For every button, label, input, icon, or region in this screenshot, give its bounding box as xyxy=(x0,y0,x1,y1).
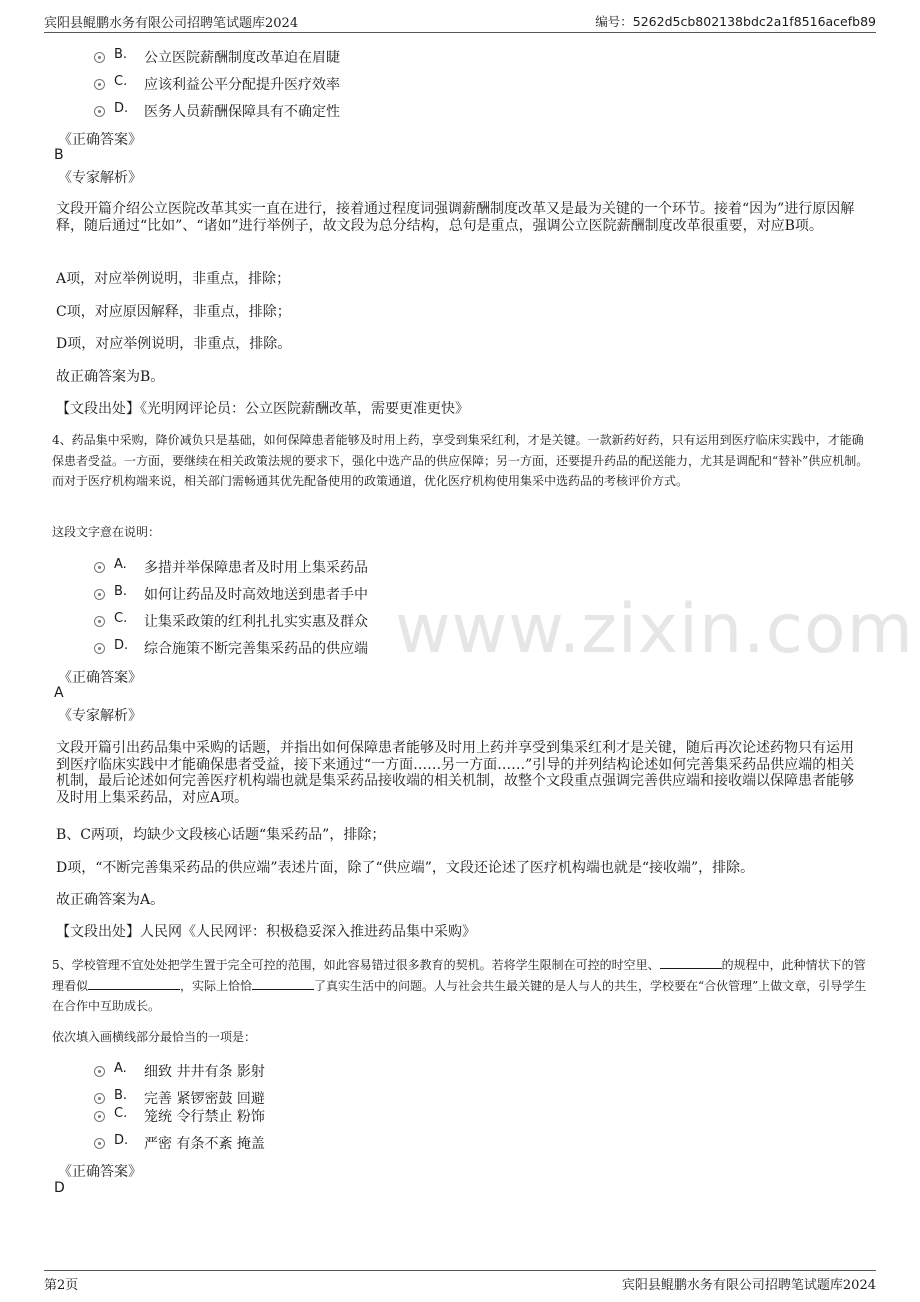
analysis-note: D项，对应举例说明，非重点，排除。 xyxy=(56,336,292,352)
analysis-note: C项，对应原因解释，非重点，排除； xyxy=(56,304,291,320)
conclusion: 故正确答案为A。 xyxy=(56,892,165,908)
radio-icon[interactable] xyxy=(94,643,105,654)
option-letter: A. xyxy=(114,557,127,572)
answer-value: D xyxy=(54,1180,65,1196)
stem-text: ，实际上恰恰 xyxy=(180,978,253,993)
radio-icon[interactable] xyxy=(94,1138,105,1149)
fill-blank-1[interactable] xyxy=(660,956,722,969)
option-letter: C. xyxy=(114,74,128,89)
answer-label: 《正确答案》 xyxy=(58,670,142,686)
answer-value: A xyxy=(54,685,64,701)
option-text: 让集采政策的红利扎扎实实惠及群众 xyxy=(144,614,368,630)
source-note: 【文段出处】《光明网评论员：公立医院薪酬改革，需要更准更快》 xyxy=(56,401,469,417)
document-id: 编号：5262d5cb802138bdc2a1f8516acefb89 xyxy=(595,14,876,29)
analysis-label: 《专家解析》 xyxy=(58,170,142,186)
analysis-note: D项，“不断完善集采药品的供应端”表述片面，除了“供应端”，文段还论述了医疗机构端也就是“接收端”，排除。 xyxy=(56,860,755,876)
answer-label: 《正确答案》 xyxy=(58,132,142,148)
option-letter: A. xyxy=(114,1061,127,1076)
radio-icon[interactable] xyxy=(94,1066,105,1077)
option-letter: C. xyxy=(114,611,128,626)
option-letter: B. xyxy=(114,1088,128,1103)
question-prompt: 这段文字意在说明： xyxy=(52,525,161,539)
option-text: 细致 井井有条 影射 xyxy=(144,1064,265,1080)
question-4-stem: 4、药品集中采购，降价减负只是基础，如何保障患者能够及时用上药，享受到集采红利，才是关键。一款新药好药，只有运用到医疗临床实践中，才能确保患者受益。一方面，要继续在相关政策法规的要求下，强化中选产品的供应保障；另一方面，还要提升药品的配送能力，尤其是调配和“替补”供应机制。而对于医疗机构端来说，相关部门需畅通其优先配备使用的政策通道，优化医疗机构使用集采中选药品的考核评价方式。 xyxy=(52,433,869,488)
source-note: 【文段出处】人民网《人民网评：积极稳妥深入推进药品集中采购》 xyxy=(56,924,476,940)
question-5-stem xyxy=(52,955,870,1017)
analysis-note: A项，对应举例说明，非重点，排除； xyxy=(56,271,291,287)
conclusion: 故正确答案为B。 xyxy=(56,369,165,385)
option-text: 笼统 令行禁止 粉饰 xyxy=(144,1109,265,1125)
fill-blank-3[interactable] xyxy=(252,977,314,990)
option-text: 公立医院薪酬制度改革迫在眉睫 xyxy=(144,50,340,66)
option-text: 应该利益公平分配提升医疗效率 xyxy=(144,77,340,93)
radio-icon[interactable] xyxy=(94,562,105,573)
radio-icon[interactable] xyxy=(94,589,105,600)
page-number: 第2页 xyxy=(44,1278,79,1293)
analysis-text: 文段开篇引出药品集中采购的话题，并指出如何保障患者能够及时用上药并享受到集采红利才是关键，随后再次论述药物只有运用到医疗临床实践中才能确保患者受益，接下来通过“一方面……另一方面……”引导的并列结构论述如何完善集采药品供应端的相关机制，最后论述如何完善医疗机构端也就是集采药品接收端的相关机制，故整个文段重点强调完善供应端和接收端以保障患者能够及时用上集采药品，对应A项。 xyxy=(56,740,855,806)
option-text: 多措并举保障患者及时用上集采药品 xyxy=(144,560,368,576)
option-letter: C. xyxy=(114,1106,128,1121)
analysis-label: 《专家解析》 xyxy=(58,708,142,724)
radio-icon[interactable] xyxy=(94,616,105,627)
option-text: 完善 紧锣密鼓 回避 xyxy=(144,1091,265,1107)
option-letter: D. xyxy=(114,101,129,116)
radio-icon[interactable] xyxy=(94,79,105,90)
analysis-text: 文段开篇介绍公立医院改革其实一直在进行，接着通过程度词强调薪酬制度改革又是最为关键的一个环节。接着“因为”进行原因解释，随后通过“比如”、“诸如”进行举例子，故文段为总分结构，总句是重点，强调公立医院薪酬制度改革很重要，对应B项。 xyxy=(56,201,855,234)
watermark: www.zixin.com xyxy=(395,590,914,669)
page-header xyxy=(44,10,876,33)
answer-value: B xyxy=(54,147,64,163)
header-title: 宾阳县鲲鹏水务有限公司招聘笔试题库2024 xyxy=(44,16,299,31)
radio-icon[interactable] xyxy=(94,1093,105,1104)
option-letter: D. xyxy=(114,1133,129,1148)
option-letter: B. xyxy=(114,47,128,62)
option-text: 如何让药品及时高效地送到患者手中 xyxy=(144,587,368,603)
option-text: 严密 有条不紊 掩盖 xyxy=(144,1136,265,1152)
answer-label: 《正确答案》 xyxy=(58,1164,142,1180)
stem-text: 了真实生活中的问题。人与社会共生最关键的是人与人的共生，学校要在“合伙管理”上做文章，引导学生在合作中互助成长。 xyxy=(52,978,867,1013)
stem-text: 5、学校管理不宜处处把学生置于完全可控的范围，如此容易错过很多教育的契机。若将学生限制在可控的时空里、 xyxy=(52,958,660,972)
option-text: 医务人员薪酬保障具有不确定性 xyxy=(144,104,340,120)
option-letter: D. xyxy=(114,638,129,653)
radio-icon[interactable] xyxy=(94,52,105,63)
analysis-note: B、C两项，均缺少文段核心话题“集采药品”，排除； xyxy=(56,827,386,843)
stem-text: 的规程中，此种情状下的管理看似 xyxy=(52,958,866,993)
page-footer xyxy=(44,1270,876,1295)
option-text: 综合施策不断完善集采药品的供应端 xyxy=(144,641,368,657)
radio-icon[interactable] xyxy=(94,106,105,117)
fill-blank-2[interactable] xyxy=(88,977,180,990)
option-letter: B. xyxy=(114,584,128,599)
question-prompt: 依次填入画横线部分最恰当的一项是： xyxy=(52,1030,257,1044)
footer-title: 宾阳县鲲鹏水务有限公司招聘笔试题库2024 xyxy=(621,1278,876,1293)
radio-icon[interactable] xyxy=(94,1111,105,1122)
